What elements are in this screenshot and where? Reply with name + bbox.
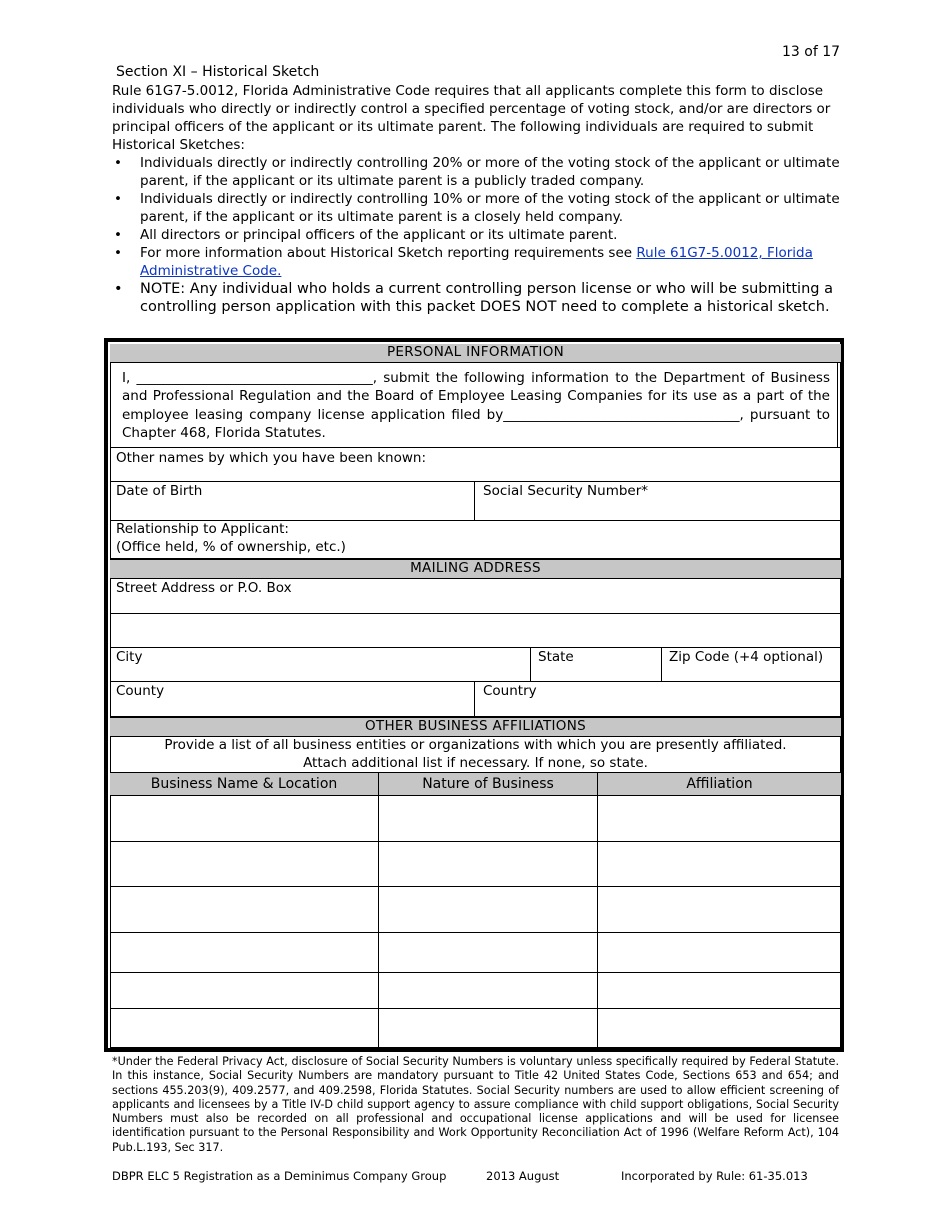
list-item: • All directors or principal officers of the applicant or its ultimate parent. — [112, 226, 840, 244]
footer-date: 2013 August — [486, 1169, 560, 1183]
divider — [837, 363, 838, 447]
table-row — [110, 1008, 841, 1009]
note-item: • NOTE: Any individual who holds a current controlling person license or who will be submitting a controlling person application with this packet DOES NOT need to complete a historical sketch. — [112, 281, 840, 316]
county-label: County — [116, 683, 165, 699]
mailing-address-header: MAILING ADDRESS — [110, 558, 841, 579]
column-divider — [597, 772, 598, 1048]
footer-form-name: DBPR ELC 5 Registration as a Deminimus Company Group — [112, 1169, 447, 1183]
relationship-sublabel: (Office held, % of ownership, etc.) — [116, 539, 346, 555]
section-title: Section XI – Historical Sketch — [116, 64, 320, 80]
other-names-label: Other names by which you have been known: — [116, 450, 427, 466]
list-item — [112, 244, 840, 280]
ssn-label: Social Security Number* — [483, 483, 649, 499]
divider — [110, 795, 841, 796]
table-row — [110, 841, 841, 842]
state-label: State — [538, 649, 574, 665]
intro-text — [112, 82, 840, 316]
table-row — [110, 886, 841, 887]
affiliations-instruction-additional: Attach additional list if necessary. If none, so state. — [303, 755, 648, 771]
list-item: • Individuals directly or indirectly controlling 20% or more of the voting stock of the applicant or ultimate parent, if the applicant or its ultimate parent is a publicly traded company. — [112, 154, 840, 190]
personal-information-header: PERSONAL INFORMATION — [110, 344, 841, 363]
more-info-text: For more information about Historical Sketch reporting requirements see — [140, 245, 637, 261]
applicant-statement: I, ___________________________________, submit the following information to the Department of Business and Professional Regulation and the Board of Employee Leasing Companies for its use as a part of the employee leasing company license application filed by___________________________________, pursuant to Chapter 468, Florida Statutes. — [122, 370, 830, 442]
date-of-birth-label: Date of Birth — [116, 483, 203, 499]
divider — [110, 613, 841, 614]
relationship-label: Relationship to Applicant: — [116, 521, 289, 537]
column-header-nature-of-business: Nature of Business — [379, 773, 597, 795]
page-number: 13 of 17 — [782, 44, 841, 60]
divider — [530, 647, 531, 681]
column-header-affiliation: Affiliation — [598, 773, 841, 795]
rule-link[interactable]: Rule 61G7-5.0012, Florida Administrative Code. — [140, 245, 813, 279]
column-header-business-name: Business Name & Location — [110, 773, 378, 795]
affiliations-instruction: Provide a list of all business entities or organizations with which you are presently affiliated. — [164, 737, 787, 753]
list-item: • Individuals directly or indirectly controlling 10% or more of the voting stock of the applicant or ultimate parent, if the applicant or its ultimate parent is a closely held company. — [112, 190, 840, 226]
privacy-act-footnote: *Under the Federal Privacy Act, disclosure of Social Security Numbers is voluntary unless specifically required by Federal Statute. In this instance, Social Security Numbers are mandatory pursuant to Title 42 United States Code, Sections 653 and 654; and sections 455.203(9), 409.2577, and 409.2598, Florida Statutes. Social Security numbers are used to allow efficient screening of applicants and licensees by a Title IV-D child support agency to assure compliance with child support obligations, Social Security Numbers must also be recorded on all professional and occupational license applications and will be used for licensee identification pursuant to the Personal Responsibility and Work Opportunity Reconciliation Act of 1996 (Welfare Reform Act), 104 Pub.L.193, Sec 317. — [112, 1055, 839, 1154]
divider — [474, 681, 475, 716]
city-label: City — [116, 649, 143, 665]
requirements-list — [112, 154, 840, 316]
divider — [474, 481, 475, 520]
country-label: Country — [483, 683, 537, 699]
divider — [661, 647, 662, 681]
divider — [110, 447, 841, 448]
column-divider — [378, 772, 379, 1048]
intro-paragraph: Rule 61G7-5.0012, Florida Administrative Code requires that all applicants complete this form to disclose individuals who directly or indirectly control a specified percentage of voting stock, and/or are directors or principal officers of the applicant or its ultimate parent. The following individuals are required to submit Historical Sketches: — [112, 83, 831, 153]
zip-code-label: Zip Code (+4 optional) — [669, 649, 824, 665]
footer-incorporated-by-rule: Incorporated by Rule: 61-35.013 — [621, 1169, 808, 1183]
divider — [110, 681, 841, 682]
street-address-label: Street Address or P.O. Box — [116, 580, 292, 596]
affiliations-header: OTHER BUSINESS AFFILIATIONS — [110, 716, 841, 737]
table-row — [110, 932, 841, 933]
divider — [110, 481, 841, 482]
table-row — [110, 972, 841, 973]
